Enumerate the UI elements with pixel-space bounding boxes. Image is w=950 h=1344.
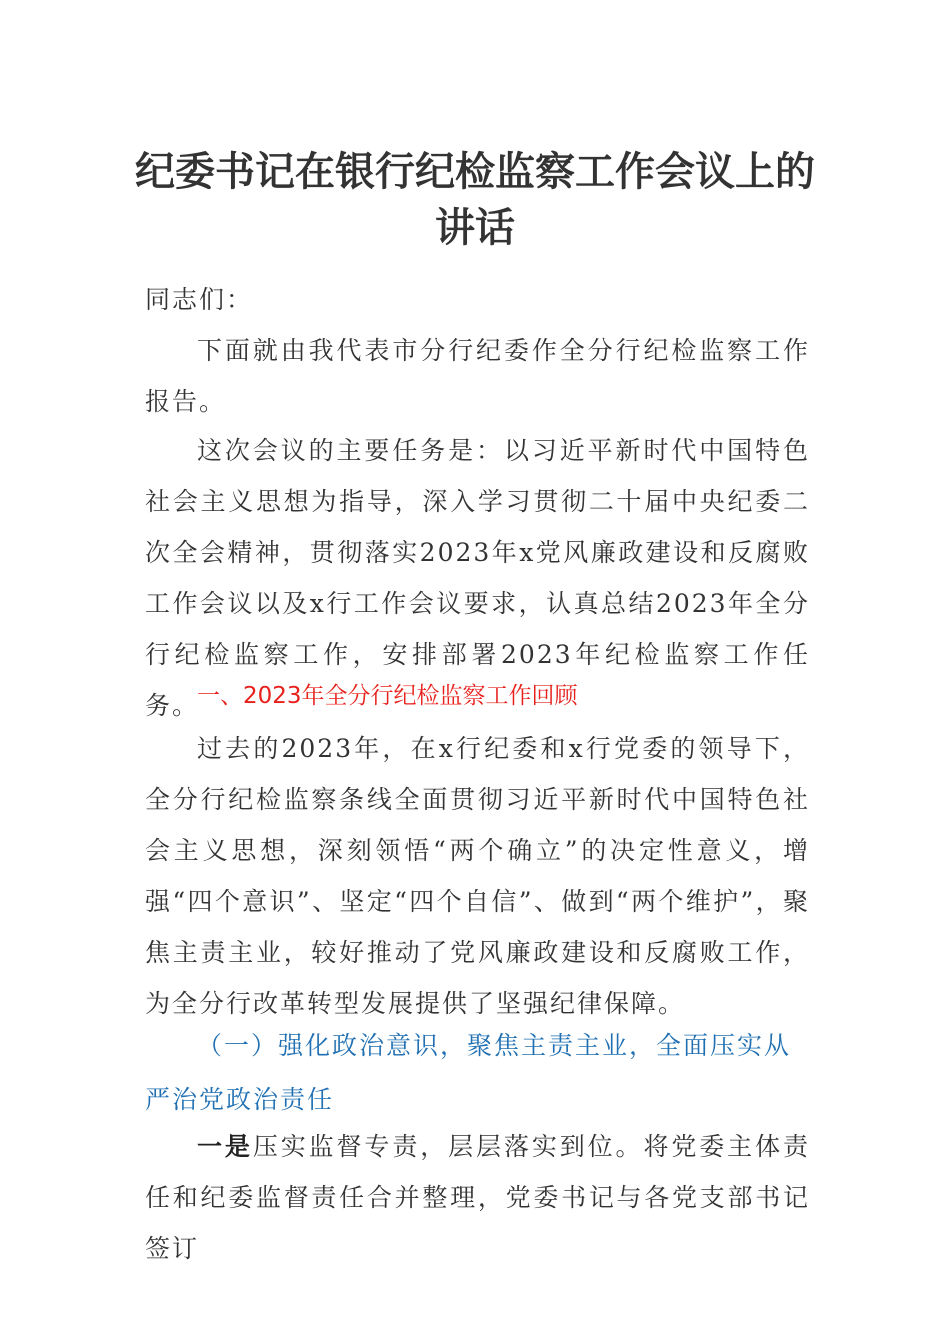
point-text: 压实监督专责，层层落实到位。将党委主体责任和纪委监督责任合并整理，党委书记与各党支部书记签订 xyxy=(145,1132,810,1263)
title-line-1: 纪委书记在银行纪检监察工作会议上的 xyxy=(135,149,815,195)
point-lead: 一是 xyxy=(197,1132,253,1161)
document-title xyxy=(120,144,830,256)
paragraph-task: 这次会议的主要任务是：以习近平新时代中国特色社会主义思想为指导，深入学习贯彻二十届中央纪委二次全会精神，贯彻落实2023年x党风廉政建设和反腐败工作会议以及x行工作会议要求，认真总结2023年全分行纪检监察工作，安排部署2023年纪检监察工作任务。 xyxy=(145,436,810,720)
subsection-heading-1: （一）强化政治意识，聚焦主责主业，全面压实从严治党政治责任 xyxy=(145,1031,792,1114)
paragraph-review: 过去的2023年，在x行纪委和x行党委的领导下，全分行纪检监察条线全面贯彻习近平新时代中国特色社会主义思想，深刻领悟“两个确立”的决定性意义，增强“四个意识”、坚定“四个自信”、做到“两个维护”，聚焦主责主业，较好推动了党风廉政建设和反腐败工作，为全分行改革转型发展提供了坚强纪律保障。 xyxy=(145,734,810,1018)
title-line-2: 讲话 xyxy=(435,205,515,251)
section-heading-1: 一、2023年全分行纪检监察工作回顾 xyxy=(197,683,578,709)
paragraph-point-one xyxy=(145,1121,810,1274)
paragraph-intro: 下面就由我代表市分行纪委作全分行纪检监察工作报告。 xyxy=(145,336,810,416)
salutation: 同志们： xyxy=(145,285,254,314)
